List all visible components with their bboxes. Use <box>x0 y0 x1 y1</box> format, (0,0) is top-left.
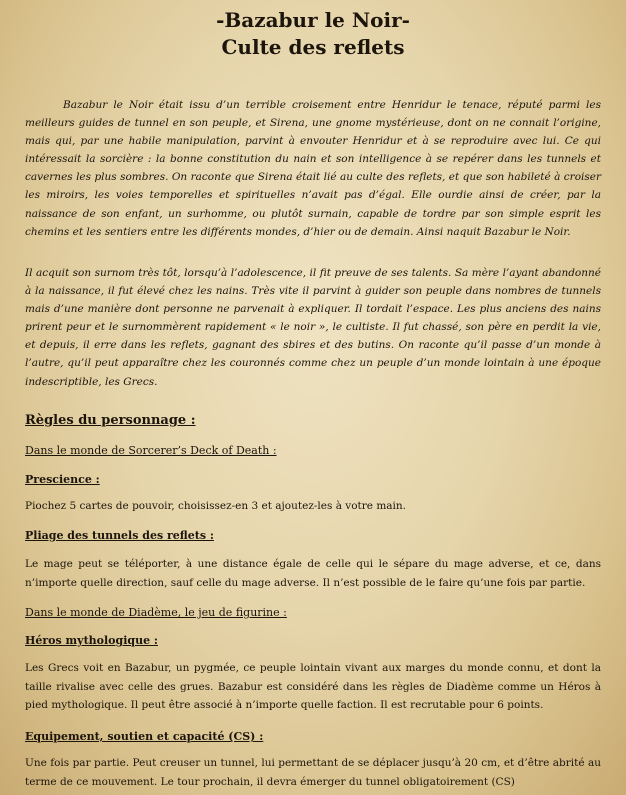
equipement-heading: Equipement, soutien et capacité (CS) : <box>25 730 264 743</box>
intro-paragraph-2: Il acquit son surnom très tôt, lorsqu’à l’adolescence, il fit preuve de ses talents. Sa mère l’ayant abandonné à la naissance, il fut élevé chez les nains. Très vite il parvint à guider son peuple dans nombres de tunnels mais d’une manière dont personne ne parvenait à expliquer. Il tordait l’espace. Les plus anciens des nains prirent peur et le surnommèrent rapidement « le noir », le cultiste. Il fut chassé, son père en perdit la vie, et depuis, il erre dans les reflets, gagnant des sbires et des butins. On raconte qu’il passe d’un monde à l’autre, qu’il peut apparaître chez les couronnés comme chez un peuple d’un monde lointain à une époque indescriptible, les Grecs. <box>25 267 601 388</box>
pliage-text: Le mage peut se téléporter, à une distance égale de celle qui le sépare du mage adverse, et ce, dans n’importe quelle direction, sauf celle du mage adverse. Il n’est possible de le faire qu’une fois par partie. <box>25 558 601 589</box>
world-diademe-heading: Dans le monde de Diadème, le jeu de figurine : <box>25 606 287 619</box>
title-name: -Bazabur le Noir- <box>216 8 410 32</box>
title-subtitle: Culte des reflets <box>221 35 405 59</box>
equipement-text: Une fois par partie. Peut creuser un tunnel, lui permettant de se déplacer jusqu’à 20 cm, et d’être abrité au terme de ce mouvement. Le tour prochain, il devra émerger du tunnel obligatoirement (CS) <box>25 757 601 788</box>
pliage-heading: Pliage des tunnels des reflets : <box>25 529 214 542</box>
world-sorcerer-heading: Dans le monde de Sorcerer’s Deck of Death : <box>25 444 277 457</box>
prescience-heading: Prescience : <box>25 473 100 486</box>
intro-paragraph-1: Bazabur le Noir était issu d’un terrible croisement entre Henridur le tenace, réputé parmi les meilleurs guides de tunnel en son peuple, et Sirena, une gnome mystérieuse, dont on ne connait l’origine, mais qui, par une habile manipulation, parvint à envouter Henridur et à se reproduire avec lui. Ce qui intéressait la sorcière : la bonne constitution du nain et son intelligence à se repérer dans les tunnels et cavernes les plus sombres. On raconte que Sirena était lié au culte des reflets, et que son habileté à croiser les miroirs, les voies temporelles et spirituelles n’avait pas d’égal. Elle ourdie ainsi de créer, par la naissance de son enfant, un surhomme, ou plutôt surnain, capable de tordre par son simple esprit les chemins et les sentiers entre les différents mondes, d’hier ou de demain. Ainsi naquit Bazabur le Noir. <box>25 99 601 238</box>
prescience-text: Piochez 5 cartes de pouvoir, choisissez-en 3 et ajoutez-les à votre main. <box>25 500 407 512</box>
heros-text: Les Grecs voit en Bazabur, un pygmée, ce peuple lointain vivant aux marges du monde connu, et dont la taille rivalise avec celle des grues. Bazabur est considéré dans les règles de Diadème comme un Héros à pied mythologique. Il peut être associé à n’importe quelle faction. Il est recrutable pour 6 points. <box>25 662 601 711</box>
rules-heading: Règles du personnage : <box>25 413 196 428</box>
heros-heading: Héros mythologique : <box>25 634 158 647</box>
